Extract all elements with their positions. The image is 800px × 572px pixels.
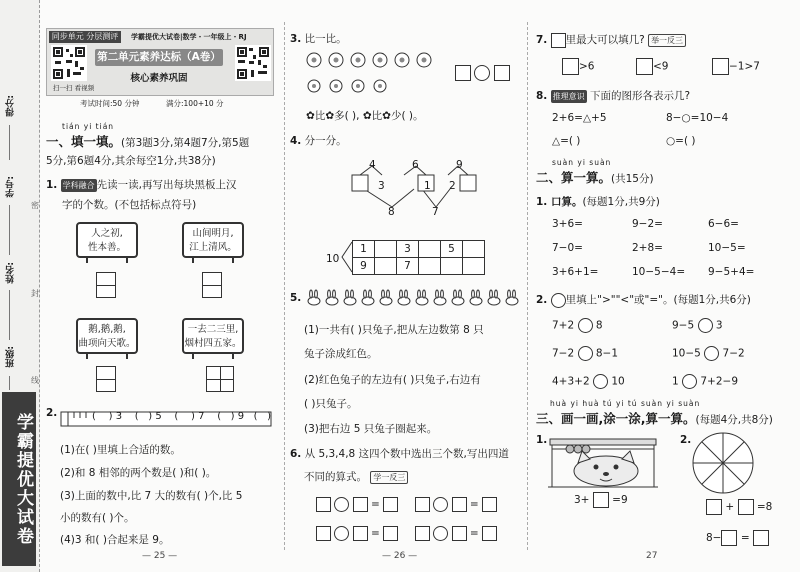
cmp-circle[interactable] <box>682 374 697 389</box>
cmp-circle[interactable] <box>698 318 713 333</box>
exam-score: 满分:100+10 分 <box>166 99 224 108</box>
q7-item-3-text: −1>7 <box>729 60 760 73</box>
eq-box[interactable] <box>452 526 467 541</box>
sec-fill-pinyin: tián yi tián <box>62 122 115 131</box>
qr-caption: 扫一扫 看视频 <box>53 84 95 92</box>
calc-q1-scoring: (每题1分,共9分) <box>582 196 660 208</box>
binding-strip <box>0 0 40 572</box>
split-cell: 9 <box>353 258 375 275</box>
split-cell[interactable] <box>375 241 397 258</box>
q7-note: 举一反三 <box>648 34 686 47</box>
q6-line-2 <box>304 469 408 484</box>
split-cell: 7 <box>397 258 419 275</box>
split-cell-blank[interactable] <box>463 241 485 258</box>
q8-eq-1 <box>552 112 607 124</box>
q5-sub-1: (1)一共有( )只兔子,把从左边数第 8 只 <box>304 324 484 336</box>
q3-less-than: 比 <box>371 110 383 122</box>
q5-number: 5. <box>290 292 302 304</box>
cmp-5-left: 4+3+2 <box>552 375 590 388</box>
draw-eq-1 <box>574 492 628 508</box>
split-cell[interactable] <box>419 258 441 275</box>
split-cell: 1 <box>353 241 375 258</box>
q6-text-1: 从 5,3,4,8 这四个数中选出三个数,写出四道 <box>304 448 509 460</box>
split-cell: 3 <box>397 241 419 258</box>
student-id-line[interactable] <box>9 205 10 255</box>
abacus-animal-picture <box>548 437 658 489</box>
name-label: 姓名: <box>6 262 16 284</box>
cmp-3-left: 7−2 <box>552 347 575 360</box>
board-3-line-1: 鹅,鹅,鹅, <box>88 324 126 335</box>
cmp-5-right: 10 <box>611 375 625 388</box>
eq-box[interactable] <box>482 497 497 512</box>
calc-q1-heading <box>536 194 660 209</box>
q8-number: 8. <box>536 90 548 102</box>
cmp-4-left: 10−5 <box>672 347 701 360</box>
q7-answer-box-2[interactable] <box>636 58 653 75</box>
flower-icon: ✿ <box>325 110 335 122</box>
q8-eq-1b: △+5 <box>582 112 607 124</box>
q2-number: 2. <box>46 407 58 419</box>
sec-calc-title: 算一算。 <box>561 170 612 185</box>
q5-sub-3: (3)把右边 5 只兔子圈起来。 <box>304 423 438 435</box>
exam-time: 考试时间:50 分钟 <box>80 99 140 108</box>
split-table-total: 10 <box>326 253 340 265</box>
cmp-1-right: 8 <box>595 319 603 332</box>
column-divider-1 <box>284 22 285 550</box>
eq-circle[interactable] <box>433 526 448 541</box>
q7-item-1 <box>562 58 594 75</box>
q8-answer-1: △=( ) <box>552 135 581 147</box>
draw-eq-1-left: 3+ <box>574 494 590 506</box>
eq-circle[interactable] <box>334 497 349 512</box>
mental-2-2[interactable]: 2+8= <box>632 242 663 254</box>
q7-number: 7. <box>536 34 548 46</box>
q1-line-2: 字的个数。(不包括标点符号) <box>62 199 197 211</box>
mental-2-3[interactable]: 10−5= <box>708 242 746 254</box>
sec-draw-number: 三、 <box>536 411 562 426</box>
header-banner: 同步单元 分层测评 <box>49 31 121 43</box>
tree-mid-3: 2 <box>449 180 456 192</box>
ruler-blank-6[interactable]: ( <box>174 411 179 422</box>
eq-circle[interactable] <box>334 526 349 541</box>
q5-sub-2b: ( )只兔子。 <box>304 398 358 410</box>
mental-3-1[interactable]: 3+6+1= <box>552 266 599 278</box>
q6-equation-row-2: = = <box>316 526 497 541</box>
q3-more-than: 比 <box>314 110 326 122</box>
q8-eq-2: 8−○=10−4 <box>666 112 729 124</box>
mental-3-3[interactable]: 9−5+4= <box>708 266 755 278</box>
q2-sub-3: (3)上面的数中,比 7 大的数有( )个,比 5 <box>60 490 243 502</box>
sec-draw-scoring: (每题4分,共8分) <box>695 414 773 426</box>
q8-tag: 推理意识 <box>552 91 585 101</box>
eq-box[interactable] <box>482 526 497 541</box>
compare-shapes <box>455 65 510 81</box>
draw-eq-2-box-b[interactable] <box>738 499 754 515</box>
calc-q2-heading <box>536 292 751 308</box>
board-4-line-1: 一去二三里, <box>187 324 239 335</box>
sec-calc-number: 二、 <box>536 170 562 185</box>
sec-draw-pinyin: huà yi huà tú yi tú suàn yi suàn <box>550 399 701 408</box>
ruler-blank-10[interactable]: ( <box>253 411 258 422</box>
compare-circle[interactable] <box>474 65 490 81</box>
mental-3-2[interactable]: 10−5−4= <box>632 266 686 278</box>
board-2-line-2: 江上清风。 <box>189 242 237 253</box>
q2-sub-2: (2)和 8 相邻的两个数是( )和( )。 <box>60 467 217 479</box>
ruler-mark-3: 3 <box>115 411 123 422</box>
sec-fill-title: 填一填。 <box>71 134 122 149</box>
q6-note: 学一反三 <box>370 471 408 484</box>
brand-logo: 学霸提优大试卷 <box>2 392 36 566</box>
q1-tag: 学科融合 <box>62 180 95 190</box>
draw-eq-1-right: =9 <box>612 494 628 506</box>
draw-p2-number: 2. <box>680 434 692 446</box>
draw-eq-1-box[interactable] <box>593 492 609 508</box>
cmp-6-right: 7+2−9 <box>700 375 739 388</box>
sec-draw-heading <box>536 409 773 427</box>
class-label: 班级: <box>6 346 16 368</box>
cmp-circle[interactable] <box>578 318 593 333</box>
sec-fill-heading <box>46 132 249 150</box>
q7-item-1-text: >6 <box>579 60 595 73</box>
q7-box-icon <box>551 33 566 48</box>
q2-sub-4: (4)3 和( )合起来是 9。 <box>60 534 170 546</box>
blackboard-2-stand <box>192 258 234 263</box>
draw-p1-number: 1. <box>536 434 548 446</box>
column-divider-2 <box>527 22 528 550</box>
q7-answer-box-3[interactable] <box>712 58 729 75</box>
tree-top-1: 4 <box>369 159 376 171</box>
eq-box[interactable] <box>383 497 398 512</box>
eq-box[interactable] <box>415 497 430 512</box>
fraction-circle[interactable] <box>690 430 756 496</box>
student-id-label: 学号: <box>6 176 16 198</box>
qr-code-icon[interactable] <box>51 45 87 81</box>
mental-2-1[interactable]: 7−0= <box>552 242 583 254</box>
tree-top-2: 6 <box>412 159 419 171</box>
q4-number: 4. <box>290 135 302 147</box>
score-line[interactable] <box>9 125 10 160</box>
name-line[interactable] <box>9 290 10 340</box>
q6-number: 6. <box>290 448 302 460</box>
draw-eq-2-right: =8 <box>756 501 773 513</box>
q3-more-word: 多( ), <box>334 110 360 122</box>
class-line[interactable] <box>9 376 10 390</box>
split-table <box>352 240 485 275</box>
eq-box[interactable] <box>415 526 430 541</box>
page-number-25: — 25 — <box>142 551 178 561</box>
q5-sub-1b: 兔子涂成红色。 <box>304 348 378 360</box>
q8-eq-1a: 2+6= <box>552 112 583 124</box>
eq-box[interactable] <box>316 526 331 541</box>
q3-heading <box>290 31 347 46</box>
split-cell[interactable] <box>375 258 397 275</box>
page-number-26: — 26 — <box>382 551 418 561</box>
mental-1-3[interactable]: 6−6= <box>708 218 739 230</box>
q1-number: 1. <box>46 179 58 191</box>
q8-answer-2: ○=( ) <box>666 135 696 147</box>
tree-top-3: 9 <box>456 159 463 171</box>
q7-item-3 <box>712 58 760 75</box>
q7-item-2-text: <9 <box>653 60 669 73</box>
cmp-5 <box>552 374 625 389</box>
flower-icon: ✿ <box>362 110 372 122</box>
q4-heading <box>290 133 347 148</box>
cmp-6 <box>672 374 738 389</box>
header-panel <box>46 28 274 96</box>
cmp-3 <box>552 346 618 361</box>
q6-equation-row-1: = = <box>316 497 497 512</box>
cmp-3-right: 8−1 <box>595 347 619 360</box>
q6-text-2: 不同的算式。 <box>304 471 367 483</box>
split-cell[interactable] <box>441 258 463 275</box>
split-cell: 5 <box>441 241 463 258</box>
ruler-mark-9: 9 <box>237 411 245 422</box>
exam-title: 第二单元素养达标（A卷） <box>95 49 223 66</box>
q7-heading <box>536 32 686 48</box>
draw-eq-2-plus: + <box>725 501 735 513</box>
blackboard-1 <box>76 222 138 258</box>
tree-bottom-2: 7 <box>432 206 439 218</box>
ruler-mark-5: 5 <box>155 411 162 422</box>
draw-eq-3-box-a[interactable] <box>721 530 737 546</box>
compare-box-2[interactable] <box>494 65 510 81</box>
cmp-6-left: 1 <box>672 375 679 388</box>
ruler-labels: ( ) 3 ( ) 5 ( ) 7 ( ) 9 ( ) <box>92 411 271 422</box>
split-cell-blank[interactable] <box>463 258 485 275</box>
blackboard-3-stand <box>86 354 128 359</box>
q2-sub-1: (1)在( )里填上合适的数。 <box>60 444 181 456</box>
draw-eq-2 <box>706 499 772 515</box>
q1-line-1: 先读一读,再写出每块黑板上汉 <box>96 179 237 191</box>
seal-mark-2: 封 <box>31 289 39 298</box>
mental-1-2[interactable]: 9−2= <box>632 218 663 230</box>
number-bond-tree <box>330 155 490 219</box>
board-1-line-1: 人之初, <box>91 228 123 239</box>
compare-box-1[interactable] <box>455 65 471 81</box>
q1-text-1 <box>46 177 236 192</box>
cmp-2-right: 3 <box>715 319 723 332</box>
cmp-circle[interactable] <box>578 346 593 361</box>
draw-eq-3-box-b[interactable] <box>753 530 769 546</box>
sec-fill-number: 一、 <box>46 134 72 149</box>
tree-mid-2: 1 <box>424 180 431 192</box>
flower-icon: ✿ <box>382 110 391 122</box>
tree-mid-1: 3 <box>378 180 385 192</box>
page-number-27: 27 <box>646 551 658 561</box>
q7-answer-box-1[interactable] <box>562 58 579 75</box>
draw-eq-3-left: 8− <box>706 532 722 544</box>
blackboard-4 <box>182 318 244 354</box>
blackboard-2 <box>182 222 244 258</box>
blackboard-3 <box>76 318 138 354</box>
eq-circle[interactable] <box>433 497 448 512</box>
exam-subtitle: 核心素养巩固 <box>130 73 188 84</box>
eq-box[interactable] <box>316 497 331 512</box>
ruler-mark-1: ( <box>92 411 96 422</box>
cmp-1 <box>552 318 603 333</box>
answer-box-1[interactable] <box>96 272 116 298</box>
seal-mark-3: 线 <box>31 376 39 385</box>
cmp-4 <box>672 346 745 361</box>
calc-q2-label: 2. <box>536 294 548 306</box>
sec-fill-scoring-1: (第3题3分,第4题7分,第5题 <box>121 137 250 149</box>
sec-calc-scoring: (共15分) <box>611 173 654 185</box>
q3-compare-line <box>306 108 424 123</box>
eq-box[interactable] <box>383 526 398 541</box>
blackboard-4-stand <box>192 354 234 359</box>
blackboard-1-stand <box>86 258 128 263</box>
flower-icon: ✿ <box>306 110 315 122</box>
calc-q2-text: 里填上">""<"或"="。(每题1分,共6分) <box>565 294 751 306</box>
q3-less-word: 少( )。 <box>390 110 424 122</box>
draw-eq-2-box-a[interactable] <box>706 499 722 515</box>
score-label: 得分: <box>6 95 16 117</box>
cmp-circle[interactable] <box>704 346 719 361</box>
q3-number: 3. <box>290 33 302 45</box>
draw-eq-3-eq: = <box>740 532 750 544</box>
sec-calc-pinyin: suàn yi suàn <box>552 158 612 167</box>
seal-mark-1: 密 <box>31 201 39 210</box>
answer-box-2[interactable] <box>202 272 222 298</box>
q7-item-2 <box>636 58 668 75</box>
mental-1-1[interactable]: 3+6= <box>552 218 583 230</box>
split-cell[interactable] <box>419 241 441 258</box>
board-4-line-2: 烟村四五家。 <box>184 338 242 349</box>
cmp-2-left: 9−5 <box>672 319 695 332</box>
cmp-4-right: 7−2 <box>722 347 745 360</box>
answer-box-3[interactable] <box>96 366 116 392</box>
q2-sub-3b: 小的数有( )个。 <box>60 512 135 524</box>
cmp-circle[interactable] <box>593 374 608 389</box>
board-2-line-1: 山间明月, <box>192 228 234 239</box>
sec-fill-scoring-2: 5分,第6题4分,其余每空1分,共38分) <box>46 155 216 167</box>
rabbit-row <box>305 288 519 306</box>
eq-box[interactable] <box>452 497 467 512</box>
eq-box[interactable] <box>353 526 368 541</box>
q8-text: 下面的图形各表示几? <box>589 90 691 102</box>
q6-line-1 <box>290 446 509 461</box>
tree-bottom-1: 8 <box>388 206 395 218</box>
q5-sub-2: (2)红色兔子的左边有( )只兔子,右边有 <box>304 374 481 386</box>
sec-calc-heading <box>536 168 654 186</box>
cmp-1-left: 7+2 <box>552 319 575 332</box>
compare-circle-icon <box>551 293 566 308</box>
ruler-mark-7: 7 <box>198 411 205 422</box>
q7-text: 里最大可以填几? <box>565 34 645 46</box>
qr-code-icon[interactable] <box>235 45 271 81</box>
eq-box[interactable] <box>353 497 368 512</box>
cmp-2 <box>672 318 723 333</box>
header-series: 学霸提优大试卷|数学・一年级上・RJ <box>131 33 247 41</box>
calc-q1-label: 1. 口算。 <box>536 196 583 208</box>
q8-heading <box>536 88 690 103</box>
board-1-line-2: 性本善。 <box>87 242 126 253</box>
ruler-blank-8[interactable]: ( <box>217 411 222 422</box>
q3-text: 比一比。 <box>304 33 347 45</box>
q4-text: 分一分。 <box>304 135 347 147</box>
board-3-line-2: 曲项向天歌。 <box>78 338 136 349</box>
answer-box-4[interactable] <box>206 366 234 392</box>
draw-eq-3 <box>706 530 769 546</box>
sec-draw-title: 画一画,涂一涂,算一算。 <box>561 411 696 426</box>
flower-rows <box>306 50 446 94</box>
